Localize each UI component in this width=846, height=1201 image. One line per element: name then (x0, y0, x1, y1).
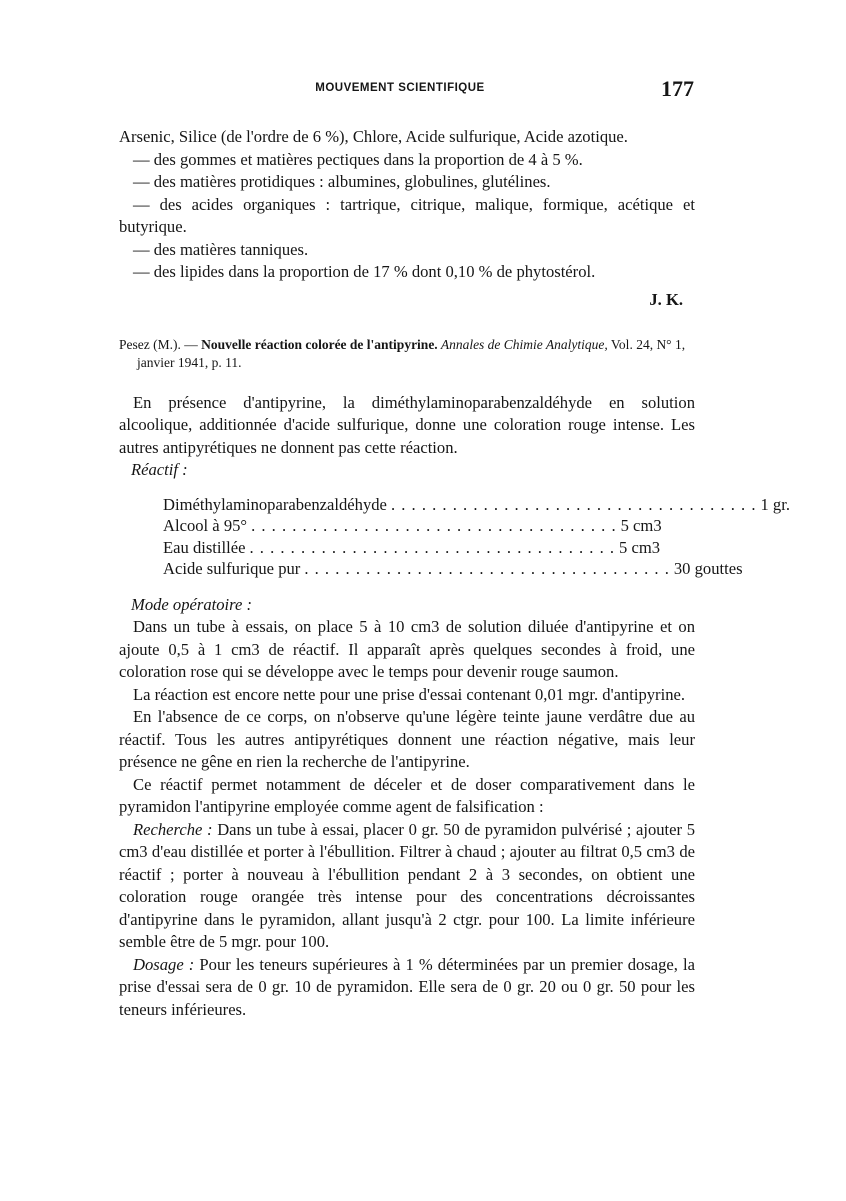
mode-heading: Mode opératoire : (131, 594, 253, 614)
leader-dots: . . . . . . . . . . . . . . . . . . . . . . . . . . . . . . . . . . . . (304, 559, 670, 578)
recherche-paragraph (119, 819, 695, 954)
dosage-paragraph (119, 954, 695, 1022)
mode-paragraph: La réaction est encore nette pour une prise d'essai contenant 0,01 mgr. d'antipyrine. (133, 684, 686, 704)
list-item: — des acides organiques : tartrique, citrique, malique, formique, acétique et butyrique. (119, 194, 695, 236)
reagent-name: Alcool à 95° (163, 516, 248, 535)
page-body (119, 126, 790, 1021)
page-number: 177 (661, 76, 694, 101)
top-text-line: Arsenic, Silice (de l'ordre de 6 %), Chlore, Acide sulfurique, Acide azotique. (119, 127, 628, 146)
reagent-name: Eau distillée (163, 537, 246, 557)
mode-paragraph: En l'absence de ce corps, on n'observe qu'une légère teinte jaune verdâtre due au réactif. Tous les autres antipyrétiques donnent une réaction négative, mais leur présence ne gêne en rien la recherche de l'antipyrine. (119, 707, 695, 771)
leader-dots: . . . . . . . . . . . . . . . . . . . . . . . . . . . . . . . . . . . . (249, 537, 616, 557)
dosage-text: Pour les teneurs supérieures à 1 % déterminées par un premier dosage, la prise d'essai sera de 0 gr. 10 de pyramidon. Elle sera de 0 gr. 20 ou 0 gr. 50 pour les teneurs inférieures. (119, 954, 696, 1019)
reagent-list (163, 494, 790, 580)
list-item: — des gommes et matières pectiques dans la proportion de 4 à 5 %. (133, 149, 583, 169)
mode-paragraph: Ce réactif permet notamment de déceler et de doser comparativement dans le pyramidon l'antipyrine employée comme agent de falsification : (119, 774, 695, 816)
running-header: MOUVEMENT SCIENTIFIQUE (315, 82, 485, 94)
reagent-name: Diméthylaminoparabenzaldéhyde (163, 494, 387, 514)
reagent-quantity: 30 gouttes (673, 559, 743, 578)
list-item: — des matières tanniques. (133, 239, 309, 259)
reagent-name: Acide sulfurique pur (163, 559, 301, 578)
recherche-text: Dans un tube à essai, placer 0 gr. 50 de pyramidon pulvérisé ; ajouter 5 cm3 d'eau distillée et porter à l'ébullition. Filtrer à chaud ; ajouter au filtrat 0,5 cm3 de réactif ; porter à nouveau à l'ébullition pendant 2 à 3 secondes, on obtient une coloration rouge orangée très intense pour des concentrations décroissantes d'antipyrine dans le pyramidon, allant jusqu'à 2 ctgr. pour 100. La limite inférieure semble être de 5 mgr. pour 100. (119, 819, 695, 951)
reagent-quantity: 5 cm3 (620, 516, 662, 535)
signature: J. K. (649, 289, 683, 309)
reference-details: Vol. 24, N° 1, janvier 1941, p. 11. (137, 336, 686, 370)
reagent-row (163, 537, 661, 559)
dosage-label: Dosage : (133, 954, 195, 974)
recherche-label: Recherche : (133, 819, 213, 839)
reagent-quantity: 5 cm3 (619, 537, 661, 557)
reference-journal: Annales de Chimie Analytique, (437, 336, 608, 352)
reagent-row (163, 558, 743, 580)
reagent-row (163, 515, 662, 537)
bibliographic-reference (119, 336, 695, 372)
mode-paragraph: Dans un tube à essais, on place 5 à 10 cm3 de solution diluée d'antipyrine et on ajoute 0,5 à 1 cm3 de réactif. Il apparaît après quelques secondes à froid, une coloration rose qui se développe avec le temps pour devenir rouge saumon. (119, 617, 695, 681)
list-item: — des matières protidiques : albumines, globulines, glutélines. (133, 172, 551, 191)
leader-dots: . . . . . . . . . . . . . . . . . . . . . . . . . . . . . . . . . . . . (251, 516, 617, 535)
reference-dash: — (180, 336, 202, 352)
intro-paragraph: En présence d'antipyrine, la diméthylaminoparabenzaldéhyde en solution alcoolique, additionnée d'acide sulfurique, donne une coloration rouge intense. Les autres antipyrétiques ne donnent pas cette réaction. (119, 392, 695, 457)
reference-author: Pesez (M.). (119, 336, 181, 352)
reagent-row (163, 494, 790, 516)
reagent-quantity: 1 gr. (760, 494, 790, 514)
reactif-heading: Réactif : (131, 460, 188, 479)
list-item: — des lipides dans la proportion de 17 % dont 0,10 % de phytostérol. (133, 262, 596, 281)
reference-title: Nouvelle réaction colorée de l'antipyrine. (201, 336, 438, 352)
leader-dots: . . . . . . . . . . . . . . . . . . . . . . . . . . . . . . . . . . . . (390, 494, 757, 514)
